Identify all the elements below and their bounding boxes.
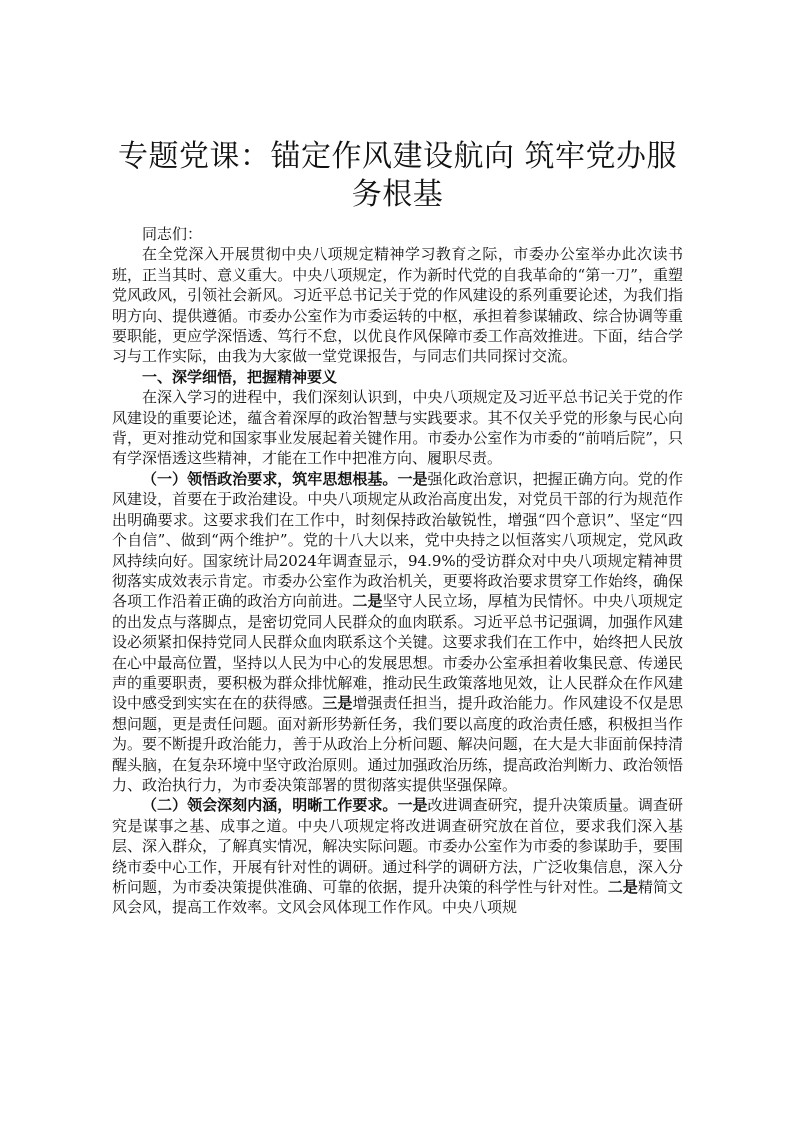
document-page [112,138,683,918]
sub2-point-1-label: 一是 [397,796,428,815]
document-title: 专题党课：锚定作风建设航向 筑牢党办服务根基 [117,139,678,212]
subsection-1-heading: （一）领悟政治要求，筑牢思想根基。 [142,469,398,488]
salutation: 同志们： [142,225,203,243]
point-3-text: 增强责任担当，提升政治能力。作风建设不仅是思想问题，更是责任问题。面对新形势新任务，我们要以高度的政治责任感，积极担当作为。要不断提升政治能力，善于从政治上分析问题、解决问题，在大是大非面前保持清醒头脑，在复杂环境中坚守政治原则。通过加强政治历练，提高政治判断力、政治领悟力、政治执行力，为市委决策部署的贯彻落实提供坚强保障。 [112,694,683,794]
point-1-label: 一是 [397,469,428,488]
point-3-label: 三是 [322,694,353,713]
sub2-point-2-label: 二是 [607,878,638,896]
subsection-2-paragraph [112,795,683,917]
sub2-point-1-text: 改进调查研究，提升决策质量。调查研究是谋事之基、成事之道。中央八项规定将改进调查研究放在首位，要求我们深入基层、深入群众，了解真实情况，解决实际问题。市委办公室作为市委的参谋助手，要围绕市委中心工作，开展有针对性的调研。通过科学的调研方法，广泛收集信息，深入分析问题，为市委决策提供准确、可靠的依据，提升决策的科学性与针对性。 [112,796,683,896]
section-1-intro-paragraph: 在深入学习的进程中，我们深刻认识到，中央八项规定及习近平总书记关于党的作风建设的重要论述，蕴含着深厚的政治智慧与实践要求。其不仅关乎党的形象与民心向背，更对推动党和国家事业发展起着关键作用。市委办公室作为市委的“前哨后院”，只有学深悟透这些精神，才能在工作中把准方向、履职尽责。 [112,388,683,468]
section-1-heading: 一、深学细悟，把握精神要义 [142,367,338,386]
intro-paragraph: 在全党深入开展贯彻中央八项规定精神学习教育之际，市委办公室举办此次读书班，正当其时、意义重大。中央八项规定，作为新时代党的自我革命的“第一刀”，重塑党风政风，引领社会新风。习近平总书记关于党的作风建设的系列重要论述，为我们指明方向、提供遵循。市委办公室作为市委运转的中枢，承担着参谋辅政、综合协调等重要职能，更应学深悟透、笃行不怠，以优良作风保障市委工作高效推进。下面，结合学习与工作实际，由我为大家做一堂党课报告，与同志们共同探讨交流。 [112,245,683,366]
document-body [112,224,683,918]
point-1-text: 强化政治意识，把握正确方向。党的作风建设，首要在于政治建设。中央八项规定从政治高度出发，对党员干部的行为规范作出明确要求。这要求我们在工作中，时刻保持政治敏锐性，增强“四个意识”、坚定“四个自信”、做到“两个维护”。党的十八大以来，党中央持之以恒落实八项规定，党风政风持续向好。国家统计局2024年调查显示，94.9%的受访群众对中央八项规定精神贯彻落实成效表示肯定。市委办公室作为政治机关，更要将政治要求贯穿工作始终，确保各项工作沿着正确的政治方向前进。 [112,469,683,611]
subsection-1-paragraph [112,469,683,796]
point-2-label: 二是 [352,592,383,611]
subsection-2-heading: （二）领会深刻内涵，明晰工作要求。 [142,796,398,815]
point-2-text: 坚守人民立场，厚植为民情怀。中央八项规定的出发点与落脚点，是密切党同人民群众的血肉联系。习近平总书记强调，加强作风建设必须紧扣保持党同人民群众血肉联系这个关键。这要求我们在工作中，始终把人民放在心中最高位置，坚持以人民为中心的发展思想。市委办公室承担着收集民意、传递民声的重要职责，要积极为群众排忧解难，推动民生政策落地见效，让人民群众在作风建设中感受到实实在在的获得感。 [112,592,683,713]
sub2-point-2-text: 精简文风会风，提高工作效率。文风会风体现工作作风。中央八项规 [112,878,683,917]
